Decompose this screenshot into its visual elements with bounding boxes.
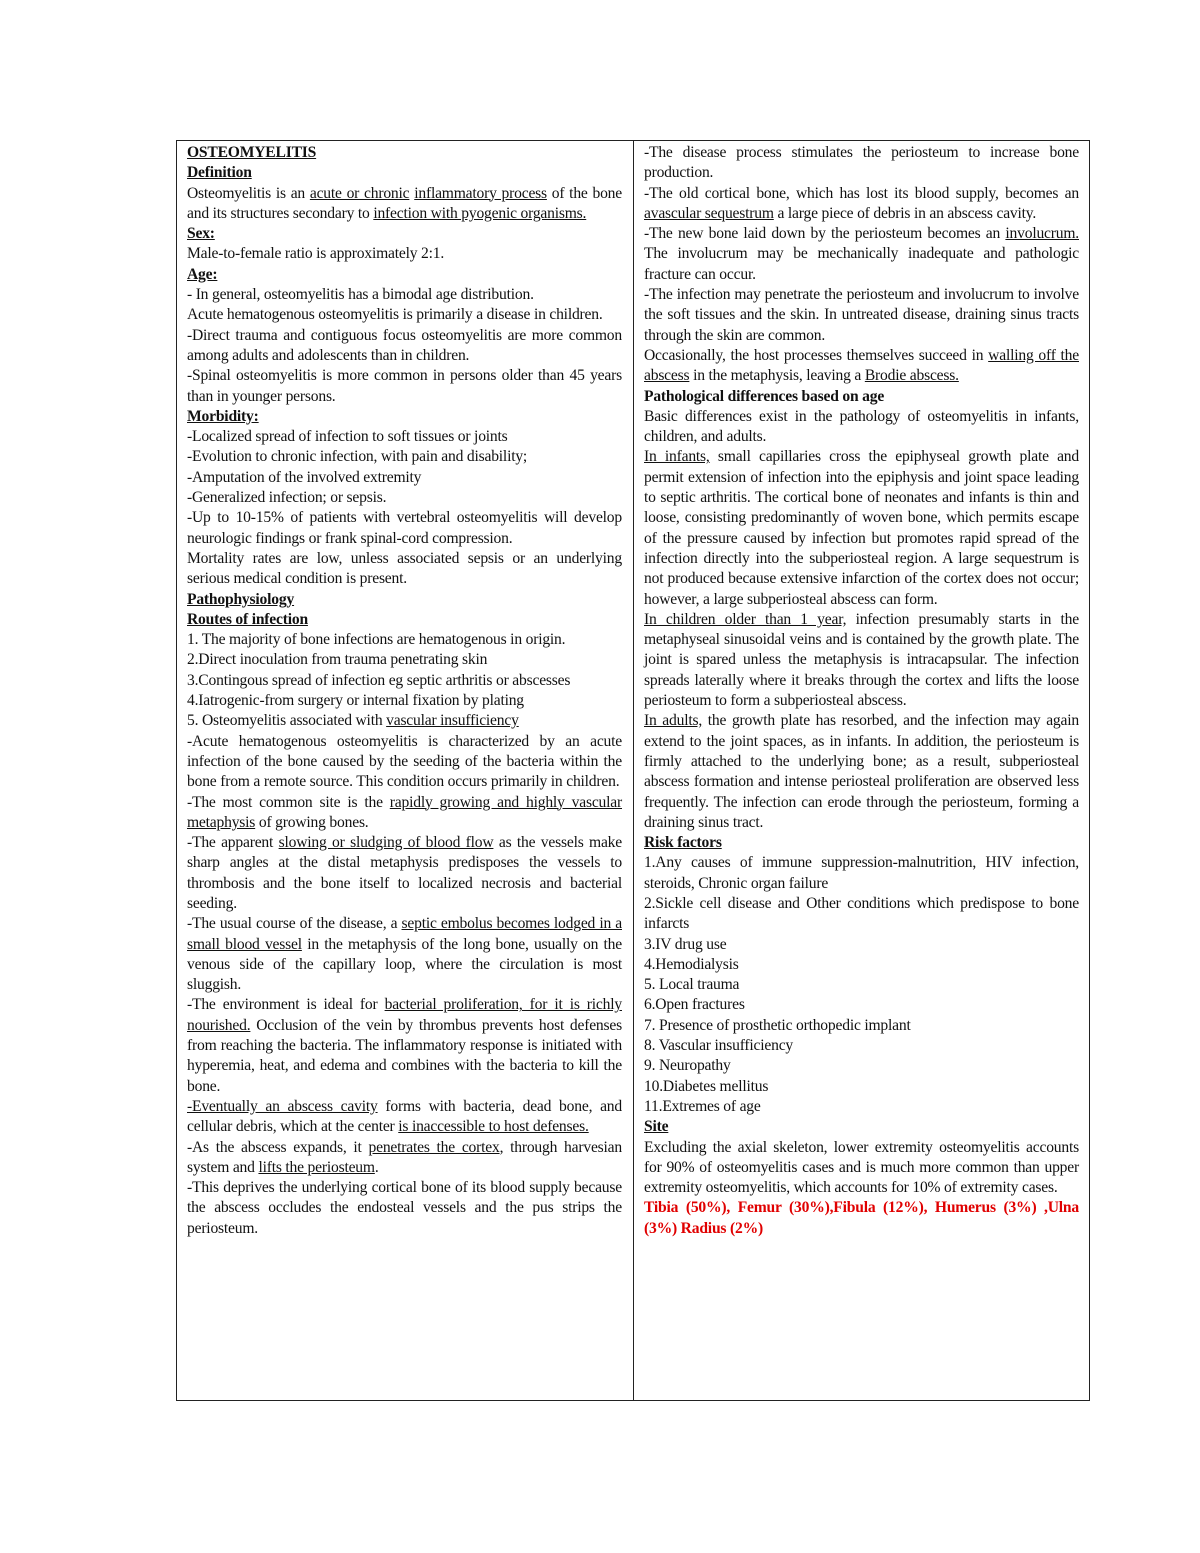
risk-item: 2.Sickle cell disease and Other conditions which predispose to bone infarcts [644,894,1079,933]
age-differences-intro: Basic differences exist in the pathology of osteomyelitis in infants, children, and adults. [644,407,1079,446]
stimulates-text: -The disease process stimulates the periosteum to increase bone production. [644,144,1079,182]
age-heading: Age: [187,265,218,283]
environment-text: -The environment is ideal for bacterial proliferation, for it is richly nourished. Occlusion of the vein by thrombus prevents host defenses from reaching the bacteria. The inflammatory response is initiated with hyperemia, heat, and edema and combines with the bacteria to kill the bone. [187,996,622,1095]
age-line: -Spinal osteomyelitis is more common in persons older than 45 years than in younger persons. [187,367,622,405]
left-column [187,143,622,1239]
slowing-text: -The apparent slowing or sludging of blood flow as the vessels make sharp angles at the distal metaphysis predisposes the vessels to thrombosis and the bone itself to localized necrosis and bacterial seeding. [187,834,622,912]
risk-factors-heading: Risk factors [644,834,722,852]
risk-item: 11.Extremes of age [644,1097,761,1115]
risk-item: 10.Diabetes mellitus [644,1077,769,1095]
risk-item: 8. Vascular insufficiency [644,1037,794,1055]
sequestrum-text: -The old cortical bone, which has lost its blood supply, becomes an avascular sequestrum a large piece of debris in an abscess cavity. [644,184,1079,222]
walling-text: Occasionally, the host processes themselves succeed in walling off the abscess in the metaphysis, leaving a Brodie abscess. [644,346,1079,385]
morbidity-line: -Evolution to chronic infection, with pain and disability; [187,448,528,466]
risk-item: 1.Any causes of immune suppression-malnutrition, HIV infection, steroids, Chronic organ failure [644,854,1079,892]
morbidity-heading: Morbidity: [187,407,259,425]
morbidity-line: -Localized spread of infection to soft tissues or joints [187,428,508,446]
age-line: - In general, osteomyelitis has a bimodal age distribution. [187,286,534,304]
risk-item: 3.IV drug use [644,935,727,953]
pathophysiology-heading: Pathophysiology [187,590,295,608]
morbidity-line: -Up to 10-15% of patients with vertebral osteomyelitis will develop neurologic findings or frank spinal-cord compression. [187,509,622,547]
age-differences-heading: Pathological differences based on age [644,387,885,405]
embolus-text: -The usual course of the disease, a septic embolus becomes lodged in a small blood vessel in the metaphysis of the long bone, usually on the venous side of the capillary loop, where the circulation is most sluggish. [187,915,622,994]
penetrate-text: -The infection may penetrate the periosteum and involucrum to involve the soft tissues and the skin. In untreated disease, draining sinus tracts through the skin are common. [644,286,1079,344]
risk-item: 4.Hemodialysis [644,955,739,973]
document-title: OSTEOMYELITIS [187,144,317,161]
route-item: 2.Direct inoculation from trauma penetrating skin [187,651,488,669]
morbidity-line: -Amputation of the involved extremity [187,468,422,486]
sex-text: Male-to-female ratio is approximately 2:1. [187,245,445,263]
route-item: 5. Osteomyelitis associated with vascular insufficiency [187,712,519,730]
site-heading: Site [644,1118,669,1136]
risk-item: 9. Neuropathy [644,1057,731,1075]
involucrum-text: -The new bone laid down by the periosteum becomes an involucrum. The involucrum may be mechanically inadequate and pathologic fracture can occur. [644,225,1079,283]
notes-table [176,140,1090,1401]
morbidity-line: -Generalized infection; or sepsis. [187,489,387,507]
sex-heading: Sex: [187,225,215,243]
adults-text: In adults, the growth plate has resorbed, and the infection may again extend to the joint spaces, as in infants. In addition, the periosteum is firmly attached to the underlying bone; as a result, subperiosteal abscess formation and intense periosteal proliferation are observed less frequently. The infection can erode through the periosteum, forming a draining sinus tract. [644,712,1079,831]
column-divider [633,141,634,1400]
site-description: Excluding the axial skeleton, lower extremity osteomyelitis accounts for 90% of osteomyelitis cases and is much more common than upper extremity osteomyelitis, which accounts for 10% of extremity cases. [644,1138,1079,1197]
site-text: -The most common site is the rapidly growing and highly vascular metaphysis of growing bones. [187,793,622,831]
route-item: 3.Contingous spread of infection eg septic arthritis or abscesses [187,671,571,689]
morbidity-line: Mortality rates are low, unless associated sepsis or an underlying serious medical condition is present. [187,549,622,588]
right-column [644,143,1079,1239]
risk-item: 6.Open fractures [644,996,745,1014]
risk-item: 7. Presence of prosthetic orthopedic implant [644,1016,911,1034]
age-line: -Direct trauma and contiguous focus osteomyelitis are more common among adults and adolescents than in children. [187,326,622,364]
infants-text: In infants, small capillaries cross the epiphyseal growth plate and permit extension of infection into the epiphysis and joint space leading to septic arthritis. The cortical bone of neonates and infants is thin and loose, consisting predominantly of woven bone, which permits escape of the pressure caused by infection but promotes rapid spread of the infection directly into the subperiosteal region. A large sequestrum is not produced because extensive infarction of the cortex does not occur; however, a large subperiosteal abscess can form. [644,448,1079,608]
definition-text: Osteomyelitis is an acute or chronic inflammatory process of the bone and its structures secondary to infection with pyogenic organisms. [187,184,622,222]
deprives-text: -This deprives the underlying cortical bone of its blood supply because the abscess occludes the endosteal vessels and the pus strips the periosteum. [187,1179,622,1237]
acute-text: -Acute hematogenous osteomyelitis is characterized by an acute infection of the bone caused by the seeding of the bacteria within the bone from a remote source. This condition occurs primarily in children. [187,732,622,791]
site-distribution: Tibia (50%), Femur (30%),Fibula (12%), Humerus (3%) ,Ulna (3%) Radius (2%) [644,1199,1079,1237]
expands-text: -As the abscess expands, it penetrates the cortex, through harvesian system and lifts the periosteum. [187,1138,622,1176]
route-item: 1. The majority of bone infections are hematogenous in origin. [187,631,566,649]
route-item: 4.Iatrogenic-from surgery or internal fixation by plating [187,692,524,710]
routes-heading: Routes of infection [187,610,308,628]
definition-heading: Definition [187,164,252,182]
cavity-text: -Eventually an abscess cavity forms with bacteria, dead bone, and cellular debris, which at the center is inaccessible to host defenses. [187,1097,622,1136]
children-text: In children older than 1 year, infection presumably starts in the metaphyseal sinusoidal veins and is contained by the growth plate. The joint is spared unless the metaphysis is intracapsular. The infection spreads laterally where it breaks through the cortex and lifts the loose periosteum to form a subperiosteal abscess. [644,610,1079,710]
risk-item: 5. Local trauma [644,976,740,994]
age-line: Acute hematogenous osteomyelitis is primarily a disease in children. [187,306,603,324]
